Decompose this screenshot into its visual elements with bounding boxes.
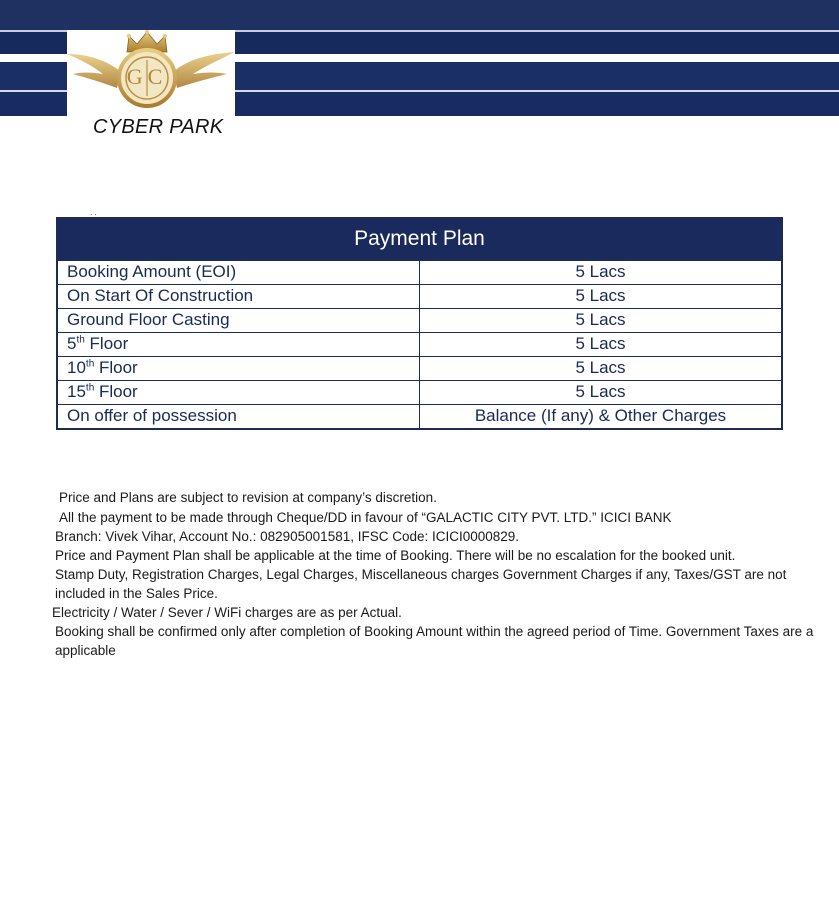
row-value: 5 Lacs	[575, 310, 626, 329]
term-line: Electricity / Water / Sever / WiFi charges are as per Actual.	[52, 605, 402, 620]
row-value: 5 Lacs	[575, 286, 626, 305]
row-label: Booking Amount (EOI)	[58, 261, 420, 284]
table-row	[58, 309, 781, 333]
stray-mark: . .	[90, 208, 97, 217]
table-row	[58, 405, 781, 428]
floor-number: 5	[67, 334, 77, 353]
row-value: 5 Lacs	[575, 334, 626, 353]
ordinal-suffix: th	[85, 358, 95, 370]
floor-number: 15	[67, 382, 86, 401]
row-label	[58, 381, 420, 404]
term-line: Price and Plans are subject to revision at company’s discretion.	[59, 490, 437, 505]
row-label: On offer of possession	[58, 405, 420, 428]
row-label: Ground Floor Casting	[58, 309, 420, 332]
floor-word: Floor	[94, 358, 138, 377]
row-label	[58, 333, 420, 356]
brand-name: CYBER PARK	[93, 116, 224, 138]
row-value: Balance (If any) & Other Charges	[474, 406, 727, 425]
floor-word: Floor	[94, 382, 138, 401]
term-line: Branch: Vivek Vihar, Account No.: 082905001581, IFSC Code: ICICI0000829.	[55, 529, 520, 544]
table-row	[58, 261, 781, 285]
row-value: 5 Lacs	[575, 382, 626, 401]
term-line: Stamp Duty, Registration Charges, Legal Charges, Miscellaneous charges Government Charges if any, Taxes/GST are not	[55, 567, 787, 582]
table-row	[58, 333, 781, 357]
table-row	[58, 381, 781, 405]
term-line: Price and Payment Plan shall be applicable at the time of Booking. There will be no escalation for the booked unit.	[55, 548, 736, 563]
ordinal-suffix: th	[76, 334, 85, 346]
term-line: Booking shall be confirmed only after completion of Booking Amount within the agreed period of Time. Government Taxes are a	[55, 624, 814, 639]
payment-plan-title: Payment Plan	[58, 219, 781, 261]
header-stripe-top	[0, 0, 839, 30]
payment-plan-table	[56, 217, 783, 430]
ordinal-suffix: th	[85, 382, 95, 394]
row-label: On Start Of Construction	[58, 285, 420, 308]
logo-initials: GC	[126, 64, 168, 89]
row-value: 5 Lacs	[575, 262, 626, 281]
term-line: applicable	[55, 643, 116, 658]
term-line: included in the Sales Price.	[55, 586, 218, 601]
row-value: 5 Lacs	[575, 358, 626, 377]
table-row	[58, 285, 781, 309]
floor-word: Floor	[84, 334, 129, 353]
term-line: All the payment to be made through Cheque/DD in favour of “GALACTIC CITY PVT. LTD.” ICICI BANK	[59, 510, 672, 525]
table-row	[58, 357, 781, 381]
row-label	[58, 357, 420, 380]
floor-number: 10	[67, 358, 86, 377]
